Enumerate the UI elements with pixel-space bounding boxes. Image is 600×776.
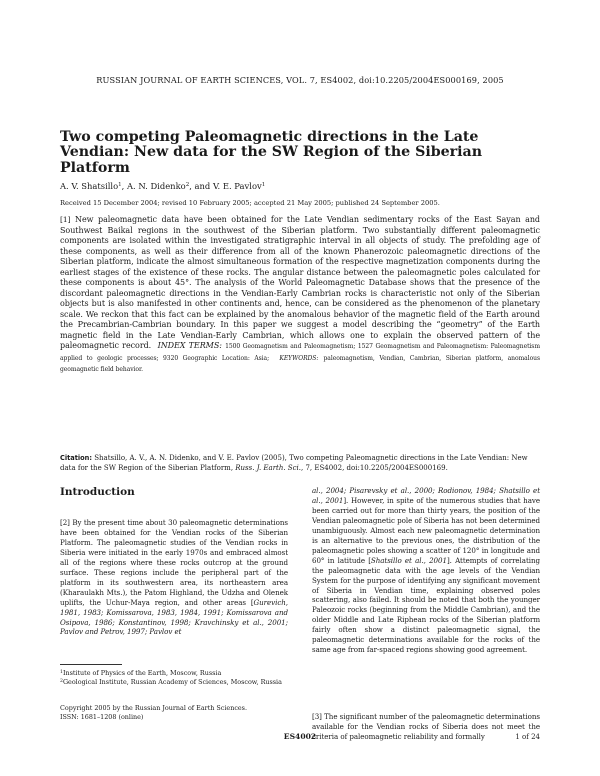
footnote xyxy=(60,669,288,678)
author-affiliation-mark: 1 xyxy=(118,182,122,188)
copyright-notice xyxy=(60,704,288,721)
author-affiliation-mark: 1 xyxy=(261,182,266,188)
intro-paragraph-2 xyxy=(60,518,288,637)
author-name: A. N. Didenko xyxy=(126,181,186,191)
footnote-text: Geological Institute, Russian Academy of Sciences, Moscow, Russia xyxy=(62,677,282,686)
footnote-mark: 1 xyxy=(60,670,63,675)
article-title: Two competing Paleomagnetic directions in the Late Vendian: New data for the SW Region of the Siberian Platform xyxy=(60,129,483,176)
issn-line: ISSN: 1681–1208 (online) xyxy=(60,712,144,721)
keywords: paleomagnetism, Vendian, Cambrian, Siberian platform, anomalous geomagnetic field behavior. xyxy=(60,354,540,373)
references: Shatsillo et al., 2001 xyxy=(370,555,447,565)
section-heading-introduction: Introduction xyxy=(60,486,135,498)
author-affiliation-mark: 2 xyxy=(185,182,190,188)
index-terms-label: INDEX TERMS: xyxy=(157,341,222,350)
references: Gurevich, 1981, 1983; Komissarova, 1983, 1984, 1991; Komissarova and Osipova, 1986; Konstantinov, 1998; Kravchinsky et al., 2001; Pavlov and Petrov, 1997; Pavlov et xyxy=(60,597,288,637)
index-terms: 1500 Geomagnetism and Paleomagnetism; 1527 Geomagnetism and Paleomagnetism: Paleomagnetism applied to geologic processes; 9320 Geographic Location: Asia; xyxy=(60,343,540,362)
paragraph-number: [3] xyxy=(312,712,322,721)
copyright-line: Copyright 2005 by the Russian Journal of Earth Sciences. xyxy=(60,704,247,712)
paragraph-text: ]. Attempts of correlating the paleomagnetic data with the age levels of the Vendian System for the purpose of identifying any significant movement of Siberia in Vendian time, explaining observed poles scattering, also failed. It should be noted that both the younger Paleozoic rocks (beginning from the Middle Cambrian), and the older Middle and Late Riphean rocks of the Siberian platform fairly often show a distinct paleomagnetic signal, the paleomagnetic determinations available for the rocks of the same age from far-spaced regions showing good agreement. xyxy=(312,555,540,655)
paragraph-text: By the present time about 30 paleomagnetic determinations have been obtained for the Vendian rocks of the Siberian Platform. The paleomagnetic studies of the Vendian rocks in Siberia were initiated in the early 1970s and embraced almost all of the regions where these rocks outcrop at the ground surface. These regions include the peripheral part of the platform in its southwestern area, its northeastern area (Kharaulakh Mts.), the Patom Highland, the Udzha and Olenek uplifts, the Uchur-Maya region, and other areas [ xyxy=(60,518,288,607)
footnote-mark: 2 xyxy=(60,678,63,684)
publication-dates: Received 15 December 2004; revised 10 February 2005; accepted 21 May 2005; published 24 September 2005. xyxy=(60,199,440,207)
author-name: A. V. Shatsillo xyxy=(60,181,119,191)
keywords-label: KEYWORDS: xyxy=(279,354,319,362)
citation-journal: Russ. J. Earth. Sci. xyxy=(235,463,301,472)
paragraph-number: [1] xyxy=(60,215,71,224)
author-separator: , and xyxy=(189,181,213,191)
paragraph-text: The significant number of the paleomagnetic determinations available for the Vendian rocks of Siberia does not meet the criteria of paleomagnetic reliability and formally xyxy=(312,712,540,741)
author-name: V. E. Pavlov xyxy=(212,181,262,191)
article-id-footer: ES4002 xyxy=(283,732,317,741)
footnote-divider xyxy=(60,664,122,665)
abstract xyxy=(60,215,540,376)
footnote-text: Institute of Physics of the Earth, Moscow, Russia xyxy=(62,669,222,677)
citation xyxy=(60,454,540,473)
footnotes xyxy=(60,669,288,686)
abstract-text: New paleomagnetic data have been obtained for the Late Vendian sedimentary rocks of the East Sayan and Southwest Baikal regions in the southwest of the Siberian platform. Two substantially different paleomagnetic components are isolated within the investigated stratigraphic interval in all objects of study. The prefolding age of these components, as well as their difference from all of the known Phanerozoic paleomagnetic directions of the Siberian platform, indicate the almost simultaneous formation of the respective magnetization components during the earliest stages of the existence of these rocks. The angular distance between the paleomagnetic poles calculated for these components is about 45°. The analysis of the World Paleomagnetic Database shows that the presence of the discordant paleomagnetic directions in the Vendian-Early Cambrian rocks is characteristic not only of the Siberian objects but is also manifested in other continents and, hence, can be considered as the phenomenon of the planetary scale. We reckon that this fact can be explained by the anomalous behavior of the magnetic field of the Earth around the Precambrian-Cambrian boundary. In this paper we suggest a model describing the “geometry” of the Earth magnetic field in the Late Vendian-Early Cambrian, which allows one to explain the observed pattern of the paleomagnetic record. xyxy=(60,215,540,350)
running-head: RUSSIAN JOURNAL OF EARTH SCIENCES, VOL. 7, ES4002, doi:10.2205/2004ES000169, 2005 xyxy=(96,75,504,85)
citation-tail: , 7, ES4002, doi:10.2205/2004ES000169. xyxy=(301,463,448,472)
paragraph-number: [2] xyxy=(60,518,70,527)
author-separator: , xyxy=(121,181,127,191)
page-number: 1 of 24 xyxy=(515,733,540,741)
citation-label: Citation: xyxy=(60,454,92,462)
footnote xyxy=(60,678,288,687)
intro-paragraph-2-continued xyxy=(312,486,540,655)
references: al., 2004; Pisarevsky et al., 2000; Rodionov, 1984; Shatsillo et al., 2001 xyxy=(312,486,540,505)
paragraph-text: ]. However, in spite of the numerous studies that have been carried out for more than thirty years, the position of the Vendian paleomagnetic pole of Siberia has not been determined unambiguously. Almost each new paleomagnetic determination is an alternative to the previous ones, the distribution of the paleomagnetic poles showing a scatter of 120° in longitude and 60° in latitude [ xyxy=(312,495,540,565)
author-list xyxy=(60,181,265,191)
citation-text: Shatsillo, A. V., A. N. Didenko, and V. E. Pavlov (2005), Two competing Paleomagnetic directions in the Late Vendian: New data for the SW Region of the Siberian Platform, xyxy=(60,454,528,472)
